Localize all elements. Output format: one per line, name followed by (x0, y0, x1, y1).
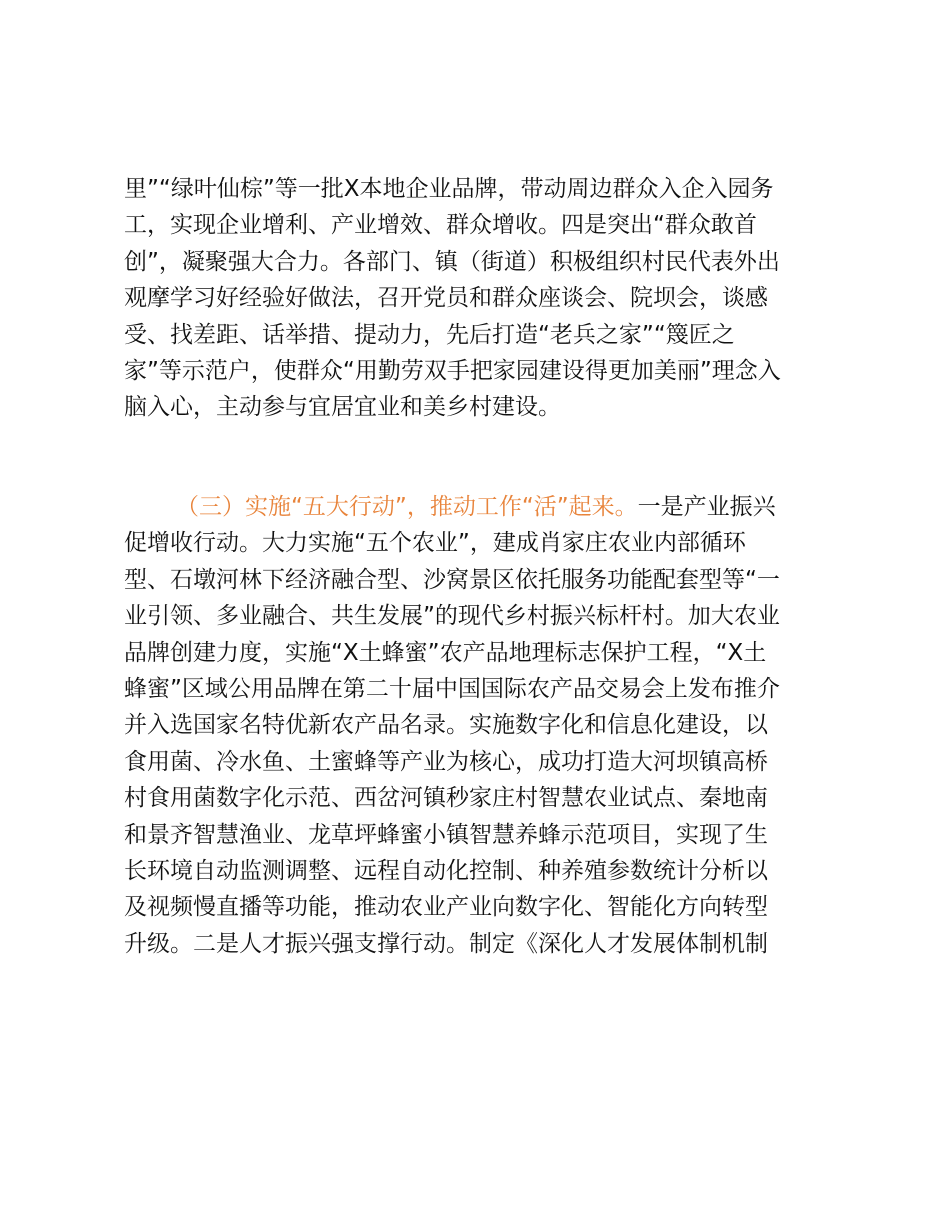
heading-continuation: 一是产业振兴 (637, 494, 776, 520)
paragraph-line: 促增收行动。大力实施“五个农业”，建成肖家庄农业内部循环 (124, 530, 746, 557)
paragraph-first-line (124, 489, 844, 525)
paragraph-line: 食用菌、冷水鱼、土蜜蜂等产业为核心，成功打造大河坝镇高桥 (124, 748, 768, 775)
paragraph-line: 长环境自动监测调整、远程自动化控制、种养殖参数统计分析以 (124, 857, 768, 884)
paragraph-line: 业引领、多业融合、共生发展”的现代乡村振兴标杆村。加大农业 (124, 603, 780, 630)
paragraph-line: 创”，凝聚强大合力。各部门、镇（街道）积极组织村民代表外出 (124, 248, 780, 275)
paragraph-line: 工，实现企业增利、产业增效、群众增收。四是突出“群众敢首 (124, 212, 757, 239)
paragraph-line: 脑入心，主动参与宜居宜业和美乡村建设。 (124, 394, 561, 421)
paragraph-line: 型、石墩河林下经济融合型、沙窝景区依托服务功能配套型等“一 (124, 566, 780, 593)
paragraph-line: 升级。二是人才振兴强支撑行动。制定《深化人才发展体制机制 (124, 930, 768, 957)
paragraph-line: 里”“绿叶仙棕”等一批X本地企业品牌，带动周边群众入企入园务 (124, 176, 774, 202)
paragraph-line: 和景齐智慧渔业、龙草坪蜂蜜小镇智慧养蜂示范项目，实现了生 (124, 821, 768, 848)
paragraph-line: 观摩学习好经验好做法，召开党员和群众座谈会、院坝会，谈感 (124, 285, 768, 312)
paragraph-line: 及视频慢直播等功能，推动农业产业向数字化、智能化方向转型 (124, 894, 768, 921)
paragraph-line: 并入选国家名特优新农产品名录。实施数字化和信息化建设，以 (124, 712, 768, 739)
paragraph-line: 受、找差距、话举措、提动力，先后打造“老兵之家”“篾匠之 (124, 321, 735, 348)
paragraph-1 (124, 171, 844, 426)
paragraph-2 (124, 489, 844, 962)
paragraph-line: 品牌创建力度，实施“X土蜂蜜”农产品地理标志保护工程，“X土 (124, 639, 767, 666)
paragraph-line: 村食用菌数字化示范、西岔河镇秒家庄村智慧农业试点、秦地南 (124, 785, 768, 812)
section-heading: （三）实施“五大行动”，推动工作“活”起来。 (176, 494, 638, 520)
paragraph-line: 家”等示范户，使群众“用勤劳双手把家园建设得更加美丽”理念入 (124, 357, 781, 384)
paragraph-line: 蜂蜜”区域公用品牌在第二十届中国国际农产品交易会上发布推介 (124, 675, 780, 702)
